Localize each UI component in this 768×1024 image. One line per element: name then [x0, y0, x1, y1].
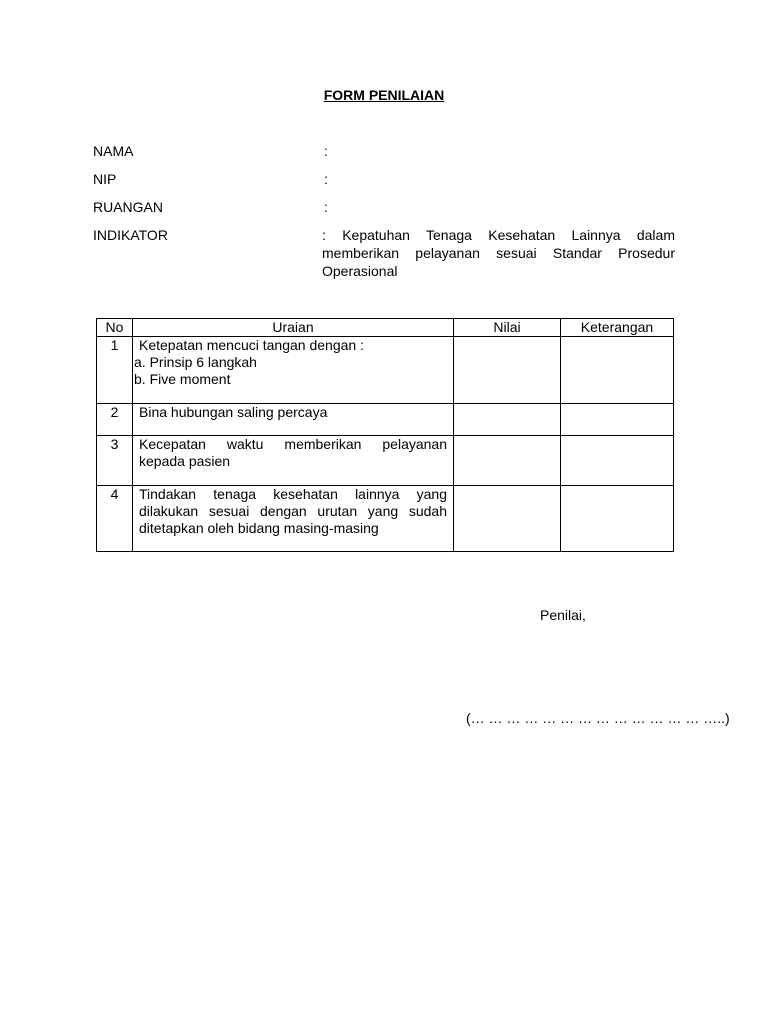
- signature-line: (… … … … … … … … … … … … … …..): [466, 710, 730, 726]
- row-nilai[interactable]: [454, 436, 561, 486]
- ruangan-colon: :: [324, 199, 328, 215]
- header-nilai: Nilai: [454, 319, 561, 337]
- nip-colon: :: [324, 171, 328, 187]
- nama-label: NAMA: [93, 143, 134, 159]
- ruangan-label: RUANGAN: [93, 199, 164, 215]
- table-header-row: [97, 319, 674, 337]
- assessor-label: Penilai,: [540, 607, 586, 623]
- row-no: 2: [97, 404, 133, 436]
- indikator-line: : Kepatuhan Tenaga Kesehatan Lainnya dalam: [322, 227, 675, 243]
- indikator-value: [322, 226, 675, 280]
- uraian-line: ditetapkan oleh bidang masing-masing: [139, 520, 379, 536]
- row-keterangan[interactable]: [561, 436, 674, 486]
- indikator-line: Operasional: [322, 263, 398, 279]
- nip-label: NIP: [93, 171, 117, 187]
- row-no: 4: [97, 486, 133, 552]
- table-row: [97, 404, 674, 436]
- row-keterangan[interactable]: [561, 404, 674, 436]
- indikator-label: INDIKATOR: [93, 227, 168, 243]
- assessment-table: [96, 318, 674, 552]
- uraian-line: dilakukan sesuai dengan urutan yang sudah: [139, 503, 447, 519]
- uraian-line: Tindakan tenaga kesehatan lainnya yang: [139, 486, 447, 502]
- table-row: [97, 486, 674, 552]
- header-uraian: Uraian: [133, 319, 454, 337]
- row-uraian: [133, 486, 454, 552]
- indikator-line: memberikan pelayanan sesuai Standar Prosedur: [322, 245, 675, 261]
- form-title: FORM PENILAIAN: [323, 87, 445, 103]
- table-row: [97, 337, 674, 404]
- header-keterangan: Keterangan: [561, 319, 674, 337]
- row-nilai[interactable]: [454, 486, 561, 552]
- uraian-subitem: a. Prinsip 6 langkah: [134, 354, 257, 370]
- header-no: No: [97, 319, 133, 337]
- nama-colon: :: [324, 143, 328, 159]
- uraian-line: kepada pasien: [139, 453, 231, 469]
- uraian-subitem: b. Five moment: [134, 371, 231, 387]
- row-uraian: [133, 436, 454, 486]
- uraian-line: Kecepatan waktu memberikan pelayanan: [139, 436, 447, 452]
- row-keterangan[interactable]: [561, 486, 674, 552]
- row-uraian: [133, 404, 454, 436]
- row-no: 1: [97, 337, 133, 404]
- table-row: [97, 436, 674, 486]
- row-nilai[interactable]: [454, 337, 561, 404]
- row-nilai[interactable]: [454, 404, 561, 436]
- uraian-line: Ketepatan mencuci tangan dengan :: [139, 337, 364, 353]
- row-uraian: [133, 337, 454, 404]
- row-no: 3: [97, 436, 133, 486]
- uraian-line: Bina hubungan saling percaya: [139, 404, 328, 420]
- row-keterangan[interactable]: [561, 337, 674, 404]
